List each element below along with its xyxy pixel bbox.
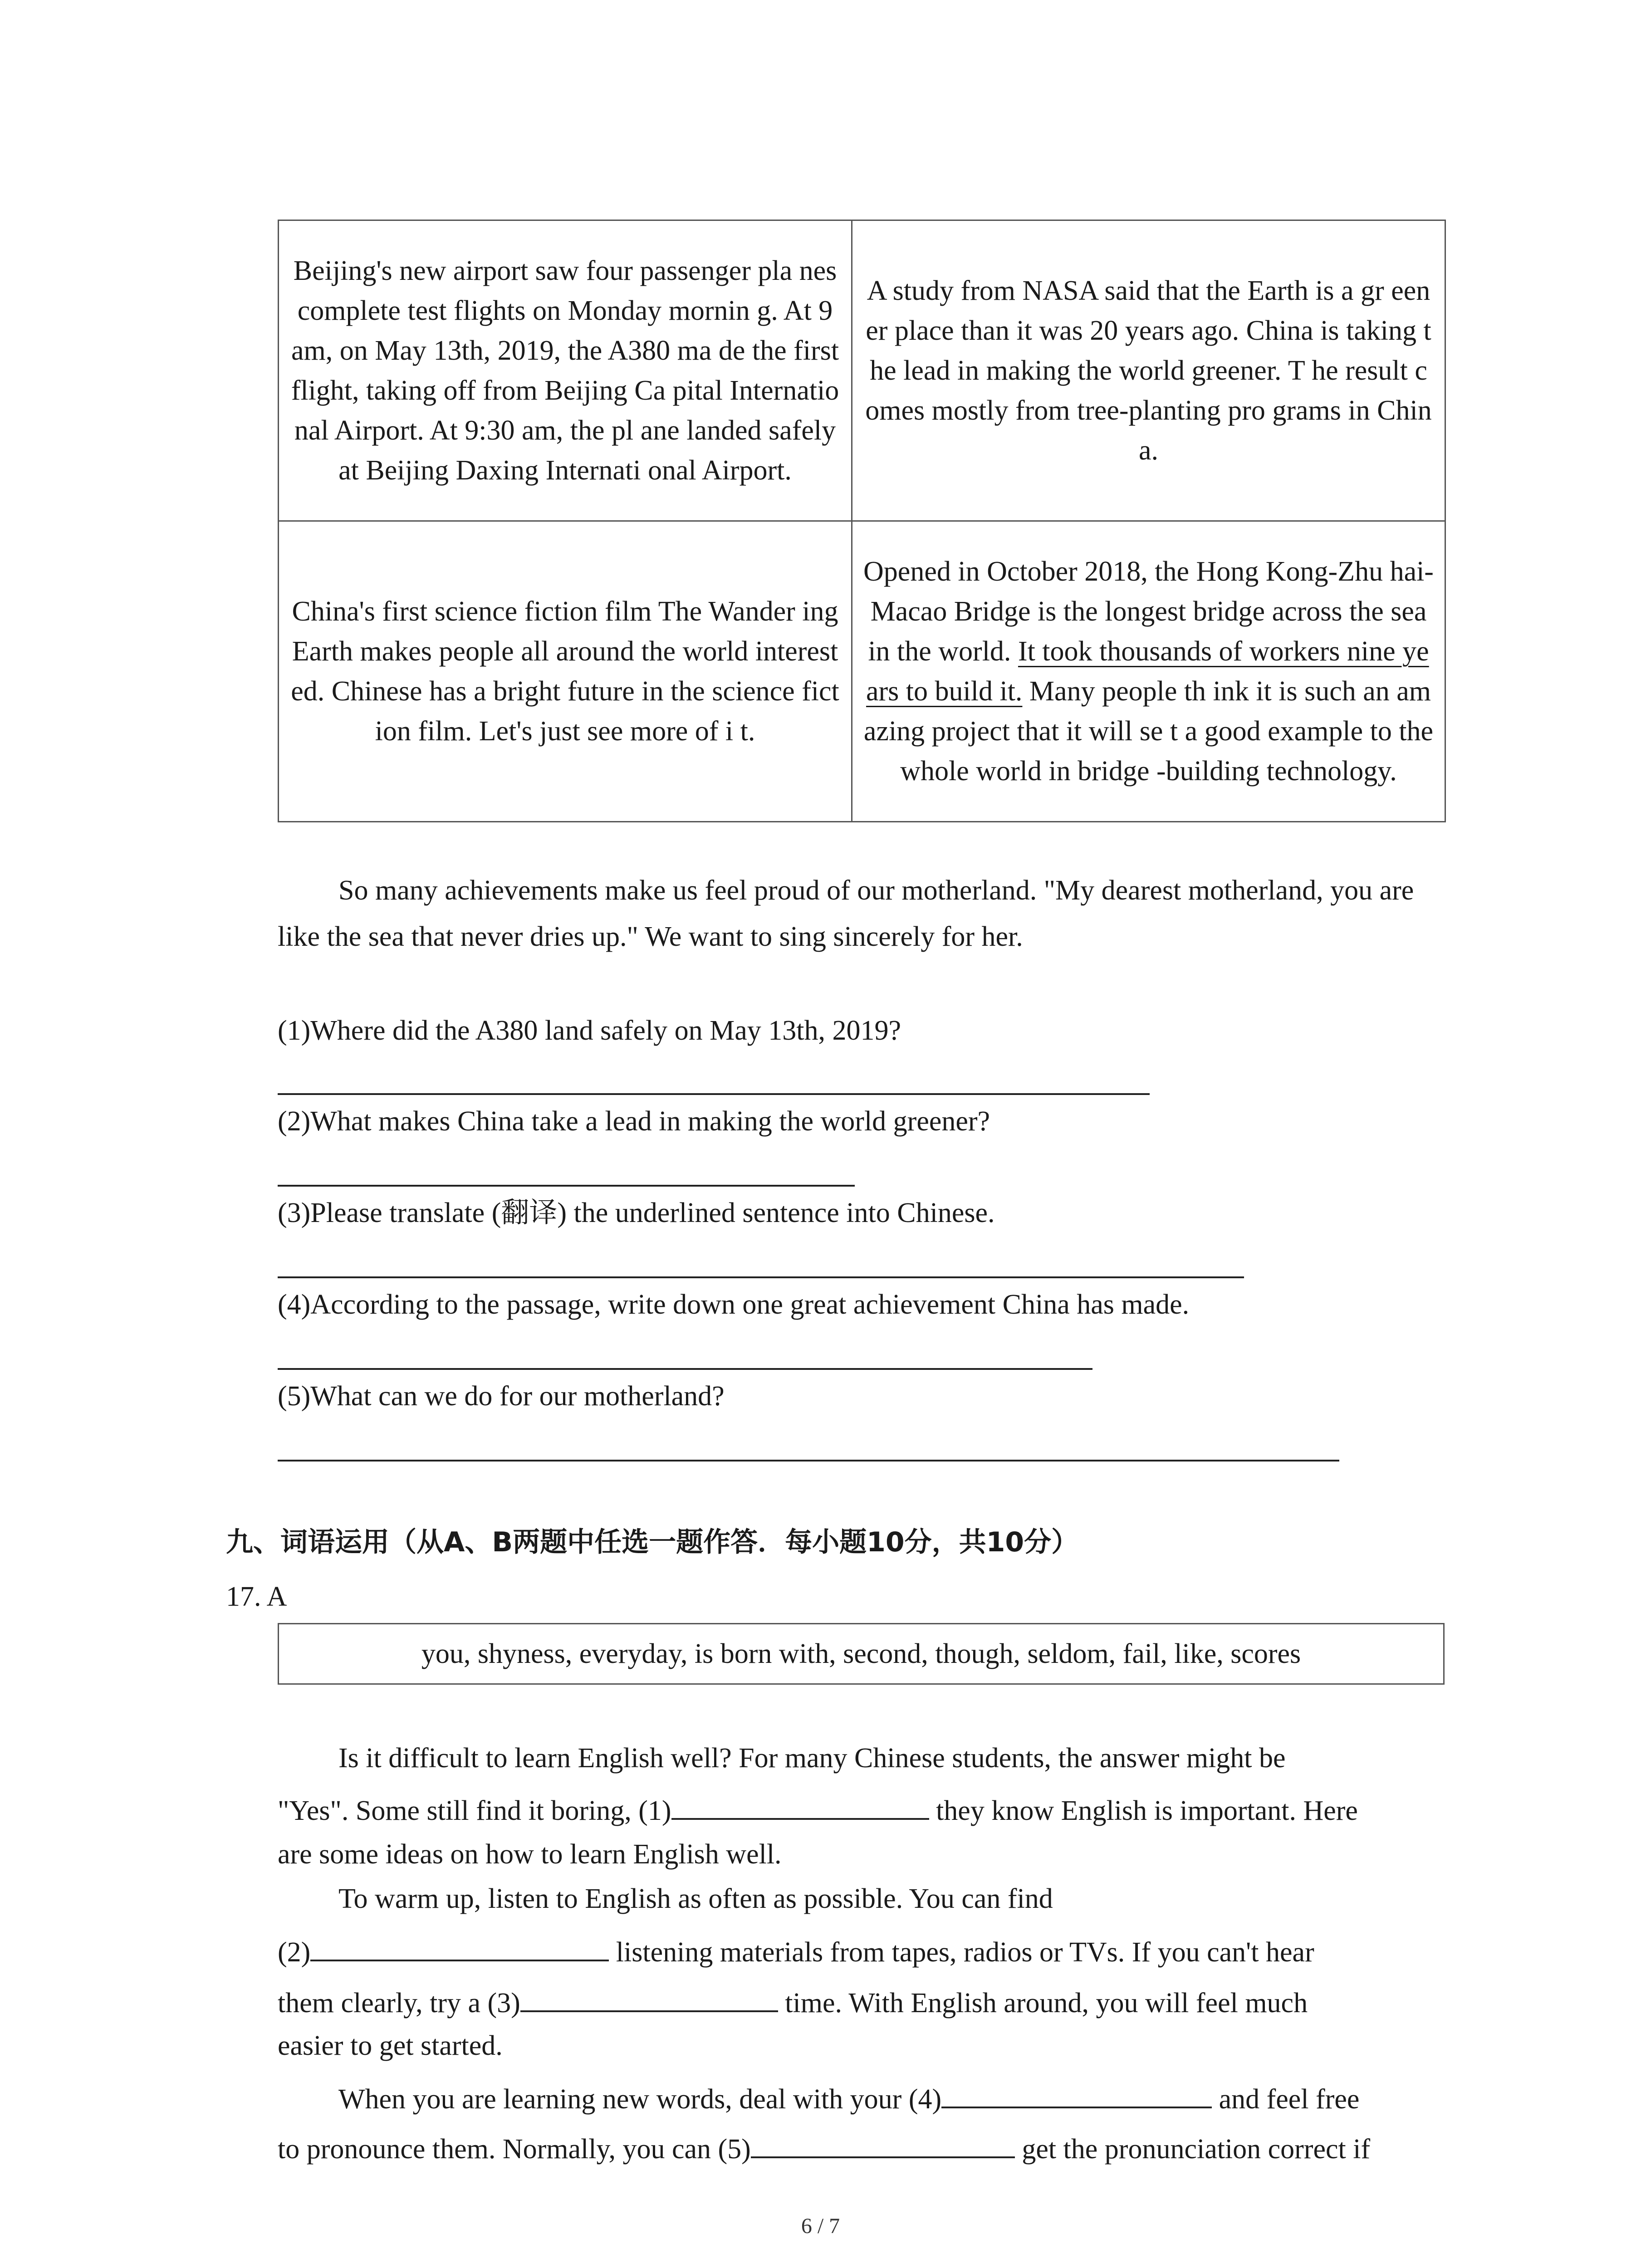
question-17-label: 17. A — [226, 1581, 287, 1612]
passage-line — [278, 1931, 1314, 1970]
question-5: (5)What can we do for our motherland? — [278, 1381, 725, 1412]
passage-line: easier to get started. — [278, 2030, 503, 2061]
answer-line-2[interactable] — [278, 1185, 855, 1187]
passage-text: and feel free — [1212, 2084, 1360, 2115]
passage-line: Is it difficult to learn English well? For many Chinese students, the answer might be — [338, 1743, 1286, 1774]
bridge-text-after: Many people th ink it is such an amazing project that it will se t a good example to the whole world in bridge -building technology. — [863, 676, 1434, 787]
question-2: (2)What makes China take a lead in making the world greener? — [278, 1106, 990, 1137]
page-number: 6 / 7 — [801, 2214, 840, 2238]
passage-line: To warm up, listen to English as often as possible. You can find — [338, 1883, 1053, 1914]
question-4: (4)According to the passage, write down one great achievement China has made. — [278, 1289, 1190, 1320]
table-cell-bridge — [852, 521, 1445, 822]
underlined-sentence: It took thousands of workers nine years to build it. — [866, 636, 1429, 707]
word-box — [278, 1623, 1445, 1685]
blank-4[interactable] — [941, 2078, 1212, 2108]
passage-line — [338, 2078, 1359, 2117]
passage-text: When you are learning new words, deal with your (4) — [338, 2084, 942, 2115]
blank-5[interactable] — [751, 2128, 1015, 2158]
table-cell-nasa: A study from NASA said that the Earth is a gr eener place than it was 20 years ago. China is taking the lead in making the world greener. T he result comes mostly from tree-planting pro grams in China. — [852, 220, 1445, 521]
table-cell-film: China's first science fiction film The Wander ing Earth makes people all around the world interested. Chinese has a bright future in the science fiction film. Let's just see more of i t. — [279, 521, 852, 822]
word-box-text: you, shyness, everyday, is born with, second, though, seldom, fail, like, scores — [421, 1638, 1301, 1669]
question-1: (1)Where did the A380 land safely on May 13th, 2019? — [278, 1015, 901, 1046]
section-heading: 九、词语运用（从A、B两题中任选一题作答．每小题10分，共10分） — [226, 1526, 1079, 1558]
table-cell-airport: Beijing's new airport saw four passenger pla nes complete test flights on Monday mornin g. At 9 am, on May 13th, 2019, the A380 ma de the first flight, taking off from Beijing Ca pital International Airport. At 9:30 am, the pl ane landed safely at Beijing Daxing Internati onal Airport. — [279, 220, 852, 521]
answer-line-1[interactable] — [278, 1093, 1150, 1095]
passage-text: they know English is important. Here — [929, 1795, 1358, 1826]
table-row — [279, 220, 1445, 521]
passage-text: listening materials from tapes, radios or TVs. If you can't hear — [609, 1937, 1314, 1968]
answer-line-3[interactable] — [278, 1276, 1244, 1278]
passage-line — [278, 1790, 1358, 1829]
table-row — [279, 521, 1445, 822]
question-3: (3)Please translate (翻译) the underlined sentence into Chinese. — [278, 1198, 995, 1228]
passage-line: are some ideas on how to learn English well. — [278, 1839, 782, 1870]
blank-1[interactable] — [671, 1790, 929, 1820]
bridge-text-before: Opened in October 2018, the Hong Kong-Zhu hai-Macao Bridge is the longest bridge across the sea in the world. — [863, 556, 1434, 667]
blank-3[interactable] — [520, 1982, 778, 2012]
passage-line — [278, 1982, 1308, 2021]
passage-line — [278, 2128, 1370, 2167]
passage-text: time. With English around, you will feel much — [778, 1988, 1308, 2019]
answer-line-4[interactable] — [278, 1368, 1092, 1370]
passage-text: (2) — [278, 1937, 311, 1968]
answer-line-5[interactable] — [278, 1460, 1339, 1461]
passage-text: "Yes". Some still find it boring, (1) — [278, 1795, 671, 1826]
passage-text: them clearly, try a (3) — [278, 1988, 520, 2019]
blank-2[interactable] — [310, 1931, 609, 1961]
passage-text: get the pronunciation correct if — [1014, 2134, 1371, 2165]
closing-paragraph: So many achievements make us feel proud of our motherland. "My dearest motherland, you are like the sea that never dries up." We want to sing sincerely for her. — [278, 875, 1414, 952]
passage-text: to pronounce them. Normally, you can (5) — [278, 2134, 751, 2165]
achievements-table — [278, 220, 1446, 822]
